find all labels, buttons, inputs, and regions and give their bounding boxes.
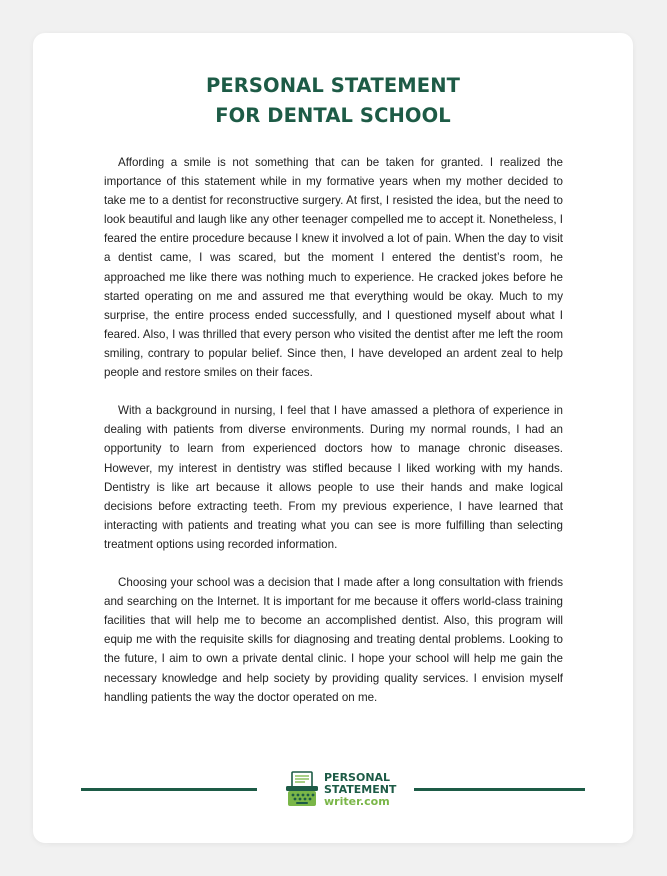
footer-logo[interactable] <box>285 771 405 811</box>
paragraph-2: With a background in nursing, I feel that I have amassed a plethora of experience in dealing with patients from diverse environments. During my normal rounds, I had an opportunity to learn from experienced doctors how to manage chronic diseases. However, my interest in dentistry was stifled because I liked working with my hands. Dentistry is like art because it allows people to use their hands and make logical decisions before extracting teeth. From my previous experience, I have learned that interacting with patients and treating what you can see is more fulfilling than selecting treatment options using recorded information. <box>104 404 563 551</box>
logo-text-line-2: STATEMENT <box>324 783 397 796</box>
logo-text-line-3: writer.com <box>324 795 390 808</box>
paragraph-1: Affording a smile is not something that can be taken for granted. I realized the importance of this statement while in my formative years when my mother decided to take me to a dentist for reconstructive surgery. At first, I resisted the idea, but the need to look beautiful and laugh like any other teenager compelled me to accept it. Nonetheless, I feared the entire procedure because I knew it involved a lot of pain. When the day to visit a dentist came, I was scared, but the moment I entered the dentist’s room, he approached me like there was nothing much to experience. He cracked jokes before he started operating on me and assured me that everything would be okay. Much to my surprise, the entire process ended successfully, and I questioned myself about what I feared. Also, I was thrilled that every person who visited the dentist after me left the room smiling, contrary to popular belief. Since then, I have developed an ardent zeal to help people and restore smiles on their faces. <box>104 156 563 380</box>
title-line-1: PERSONAL STATEMENT <box>205 74 461 97</box>
footer-divider-left <box>81 788 257 791</box>
typewriter-icon <box>285 771 319 809</box>
page-title <box>33 71 633 131</box>
document-page <box>33 33 633 843</box>
footer-divider-right <box>414 788 585 791</box>
title-line-2: FOR DENTAL SCHOOL <box>215 104 451 127</box>
statement-body <box>104 153 563 726</box>
paragraph-3: Choosing your school was a decision that I made after a long consultation with friends and searching on the Internet. It is important for me because it offers world-class training facilities that will help me to become an accomplished dentist. Also, this program will equip me with the requisite skills for diagnosing and treating dental problems. Looking to the future, I aim to own a private dental clinic. I hope your school will help me gain the necessary knowledge and help society by providing quality services. I envision myself handling patients the way the doctor operated on me. <box>104 576 563 704</box>
logo-wordmark <box>324 772 396 808</box>
logo-text-line-1: PERSONAL <box>324 771 391 784</box>
